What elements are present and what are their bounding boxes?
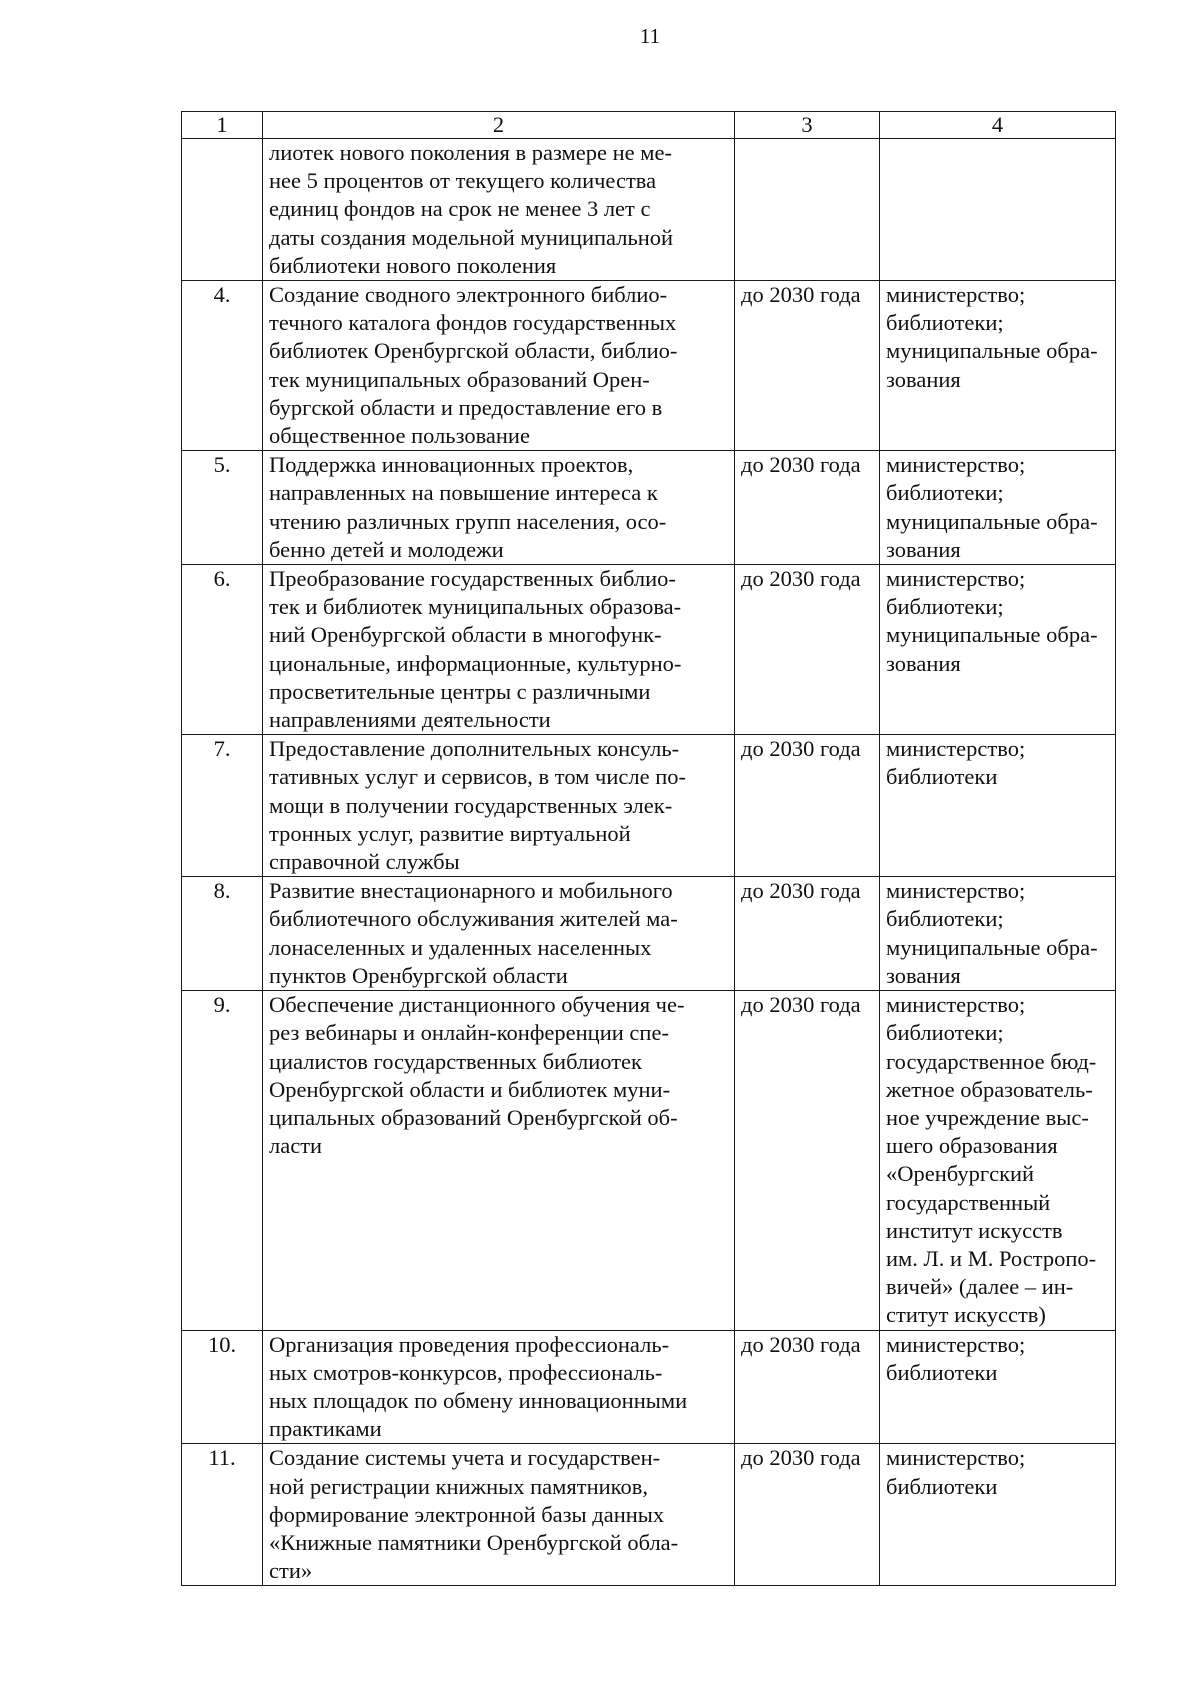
- executor-line: «Оренбургский: [886, 1161, 1035, 1187]
- executor-line: ститут искусств): [886, 1302, 1046, 1328]
- header-col-2: 2: [263, 112, 735, 139]
- description-line: просветительные центры с различными: [269, 678, 651, 704]
- executor-line: министерство;: [886, 282, 1026, 308]
- executor-line: муниципальные обра-: [886, 934, 1098, 960]
- description-line: чтению различных групп населения, осо-: [269, 508, 667, 534]
- description-line: Развитие внестационарного и мобильного: [269, 878, 673, 904]
- description-line: Предоставление дополнительных консуль-: [269, 736, 680, 762]
- description-line: библиотеки нового поколения: [269, 252, 557, 278]
- executor-line: государственный: [886, 1189, 1051, 1215]
- measure-description: [263, 991, 735, 1330]
- responsible-executors: [880, 1330, 1116, 1444]
- description-line: ных смотров-конкурсов, профессиональ-: [269, 1359, 663, 1385]
- executor-line: зования: [886, 366, 961, 392]
- row-number: 6.: [182, 565, 263, 735]
- deadline: до 2030 года: [735, 991, 880, 1330]
- executor-line: министерство;: [886, 878, 1026, 904]
- deadline: до 2030 года: [735, 735, 880, 877]
- description-line: лонаселенных и удаленных населенных: [269, 934, 652, 960]
- table-row: [182, 877, 1116, 991]
- description-line: общественное пользование: [269, 423, 530, 449]
- table-row: [182, 451, 1116, 565]
- description-line: библиотек Оренбургской области, библио-: [269, 338, 678, 364]
- description-line: тативных услуг и сервисов, в том числе по-: [269, 764, 686, 790]
- executor-line: государственное бюд-: [886, 1048, 1097, 1074]
- deadline: до 2030 года: [735, 565, 880, 735]
- executor-line: вичей» (далее – ин-: [886, 1274, 1074, 1300]
- measure-description: [263, 877, 735, 991]
- measure-description: [263, 1330, 735, 1444]
- responsible-executors: [880, 565, 1116, 735]
- description-line: Создание системы учета и государствен-: [269, 1445, 661, 1471]
- executor-line: зования: [886, 962, 961, 988]
- executor-line: министерство;: [886, 992, 1026, 1018]
- description-line: течного каталога фондов государственных: [269, 310, 677, 336]
- description-line: Создание сводного электронного библио-: [269, 282, 668, 308]
- page-number: 11: [639, 24, 661, 48]
- header-col-4: 4: [880, 112, 1116, 139]
- deadline: до 2030 года: [735, 877, 880, 991]
- table-body: [182, 139, 1116, 1586]
- description-line: рез вебинары и онлайн-конференции спе-: [269, 1020, 669, 1046]
- table-row: [182, 735, 1116, 877]
- executor-line: зования: [886, 650, 961, 676]
- deadline: до 2030 года: [735, 1330, 880, 1444]
- description-line: Организация проведения профессиональ-: [269, 1331, 670, 1357]
- row-number: 11.: [182, 1444, 263, 1586]
- executor-line: им. Л. и М. Ростропо-: [886, 1245, 1097, 1271]
- description-line: Обеспечение дистанционного обучения че-: [269, 992, 685, 1018]
- executor-line: муниципальные обра-: [886, 338, 1098, 364]
- executor-line: министерство;: [886, 452, 1026, 478]
- description-line: мощи в получении государственных элек-: [269, 792, 673, 818]
- measure-description: [263, 139, 735, 281]
- description-line: тронных услуг, развитие виртуальной: [269, 820, 631, 846]
- description-line: лиотек нового поколения в размере не ме-: [269, 140, 672, 165]
- executor-line: библиотеки: [886, 764, 998, 790]
- deadline: до 2030 года: [735, 1444, 880, 1586]
- deadline: до 2030 года: [735, 281, 880, 451]
- description-line: циональные, информационные, культурно-: [269, 650, 682, 676]
- description-line: направленных на повышение интереса к: [269, 480, 658, 506]
- description-line: единиц фондов на срок не менее 3 лет с: [269, 196, 651, 222]
- description-line: ной регистрации книжных памятников,: [269, 1473, 648, 1499]
- executor-line: библиотеки;: [886, 1020, 1004, 1046]
- measure-description: [263, 735, 735, 877]
- executor-line: библиотеки: [886, 1473, 998, 1499]
- header-col-3: 3: [735, 112, 880, 139]
- measures-table: [181, 111, 1116, 1586]
- description-line: Оренбургской области и библиотек муни-: [269, 1076, 671, 1102]
- description-line: нее 5 процентов от текущего количества: [269, 168, 657, 194]
- description-line: направлениями деятельности: [269, 707, 551, 733]
- row-number: 10.: [182, 1330, 263, 1444]
- row-number: 5.: [182, 451, 263, 565]
- measure-description: [263, 451, 735, 565]
- table-header-row: [182, 112, 1116, 139]
- executor-line: зования: [886, 536, 961, 562]
- description-line: даты создания модельной муниципальной: [269, 224, 674, 250]
- description-line: формирование электронной базы данных: [269, 1501, 665, 1527]
- description-line: ных площадок по обмену инновационными: [269, 1387, 688, 1413]
- description-line: бургской области и предоставление его в: [269, 394, 663, 420]
- table-row: [182, 565, 1116, 735]
- measure-description: [263, 1444, 735, 1586]
- executor-line: библиотеки;: [886, 906, 1004, 932]
- responsible-executors: [880, 451, 1116, 565]
- description-line: тек и библиотек муниципальных образова-: [269, 594, 682, 620]
- executor-line: библиотеки;: [886, 480, 1004, 506]
- row-number: [182, 139, 263, 281]
- executor-line: муниципальные обра-: [886, 622, 1098, 648]
- table-row: [182, 1330, 1116, 1444]
- deadline: [735, 139, 880, 281]
- description-line: «Книжные памятники Оренбургской обла-: [269, 1529, 679, 1555]
- row-number: 9.: [182, 991, 263, 1330]
- table-row: [182, 1444, 1116, 1586]
- executor-line: библиотеки: [886, 1359, 998, 1385]
- description-line: Поддержка инновационных проектов,: [269, 452, 634, 478]
- executor-line: муниципальные обра-: [886, 508, 1098, 534]
- executor-line: министерство;: [886, 736, 1026, 762]
- executor-line: министерство;: [886, 1331, 1026, 1357]
- table-row: [182, 139, 1116, 281]
- responsible-executors: [880, 877, 1116, 991]
- description-line: ципальных образований Оренбургской об-: [269, 1104, 678, 1130]
- description-line: Преобразование государственных библио-: [269, 566, 676, 592]
- row-number: 7.: [182, 735, 263, 877]
- description-line: практиками: [269, 1416, 382, 1442]
- description-line: пунктов Оренбургской области: [269, 962, 568, 988]
- table-row: [182, 281, 1116, 451]
- description-line: циалистов государственных библиотек: [269, 1048, 642, 1074]
- measure-description: [263, 565, 735, 735]
- executor-line: жетное образователь-: [886, 1076, 1093, 1102]
- description-line: библиотечного обслуживания жителей ма-: [269, 906, 678, 932]
- deadline: до 2030 года: [735, 451, 880, 565]
- header-col-1: 1: [182, 112, 263, 139]
- row-number: 8.: [182, 877, 263, 991]
- table-row: [182, 991, 1116, 1330]
- measure-description: [263, 281, 735, 451]
- responsible-executors: [880, 735, 1116, 877]
- executor-line: министерство;: [886, 566, 1026, 592]
- executor-line: шего образования: [886, 1133, 1058, 1159]
- executor-line: институт искусств: [886, 1217, 1063, 1243]
- description-line: справочной службы: [269, 849, 460, 875]
- responsible-executors: [880, 139, 1116, 281]
- executor-line: библиотеки;: [886, 310, 1004, 336]
- row-number: 4.: [182, 281, 263, 451]
- description-line: ласти: [269, 1133, 323, 1159]
- executor-line: библиотеки;: [886, 594, 1004, 620]
- responsible-executors: [880, 281, 1116, 451]
- description-line: ний Оренбургской области в многофунк-: [269, 622, 662, 648]
- description-line: сти»: [269, 1558, 313, 1584]
- responsible-executors: [880, 1444, 1116, 1586]
- executor-line: министерство;: [886, 1445, 1026, 1471]
- description-line: тек муниципальных образований Орен-: [269, 366, 650, 392]
- executor-line: ное учреждение выс-: [886, 1104, 1089, 1130]
- description-line: бенно детей и молодежи: [269, 536, 504, 562]
- responsible-executors: [880, 991, 1116, 1330]
